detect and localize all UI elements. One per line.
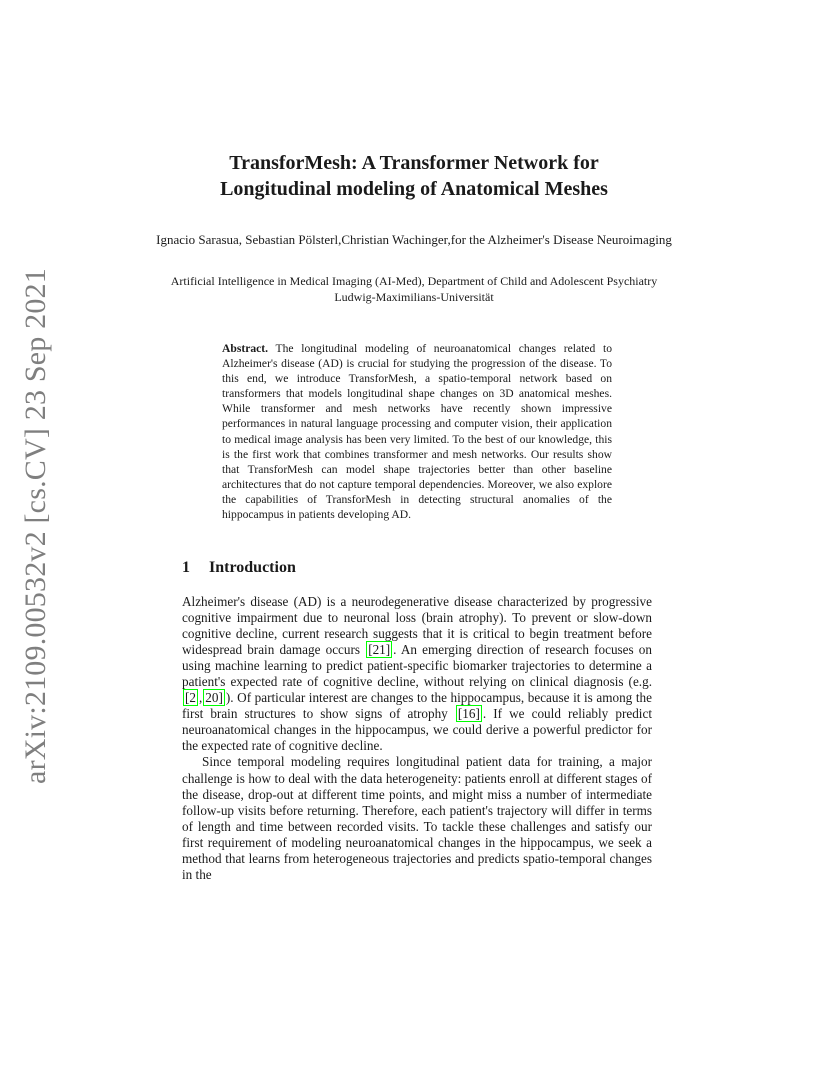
citation-link[interactable]: [16] bbox=[457, 706, 480, 722]
title-line-2: Longitudinal modeling of Anatomical Meshes bbox=[220, 178, 608, 200]
section-number: 1 bbox=[182, 559, 190, 576]
paragraph: Since temporal modeling requires longitudinal patient data for training, a major challenge is how to deal with the data heterogeneity: patients enroll at different stages of the disease, drop-out at different time points, and might miss a number of intermediate follow-up visits before returning. Therefore, each patient's trajectory will differ in terms of length and time between recorded visits. To tackle these challenges and satisfy our first requirement of modeling neuroanatomical changes in the hippocampus, we seek a method that learns from heterogeneous trajectories and predicts spatio-temporal changes in the bbox=[182, 754, 652, 882]
citation-link[interactable]: 20] bbox=[205, 690, 223, 706]
arxiv-identifier-text: arXiv:2109.00532v2 [cs.CV] 23 Sep 2021 bbox=[19, 268, 52, 784]
paragraph-text: . If we could reliably predict neuroanatomical changes in the hippocampus, we could derive a powerful predictor for the expected rate of cognitive decline. bbox=[182, 706, 652, 754]
citation-link[interactable]: [21] bbox=[368, 642, 391, 658]
paper-title bbox=[150, 150, 678, 202]
affiliation: Artificial Intelligence in Medical Imaging (AI-Med), Department of Child and Adolescent Psychiatry Ludwig-Maximilians-Universität bbox=[170, 274, 658, 304]
section-heading bbox=[182, 559, 296, 577]
abstract-text: The longitudinal modeling of neuroanatomical changes related to Alzheimer's disease (AD) is crucial for studying the progression of the disease. To this end, we introduce TransforMesh, a spatio-temporal network based on transformers that models longitudinal shape changes on 3D anatomical meshes. While transformer and mesh networks have recently shown impressive performances in natural language processing and computer vision, their application to medical image analysis has been very limited. To the best of our knowledge, this is the first work that combines transformer and mesh networks. Our results show that TransforMesh can model shape trajectories better than other baseline architectures that do not capture temporal dependencies. Moreover, we also explore the capabilities of TransforMesh in detecting structural anomalies of the hippocampus in patients developing AD. bbox=[222, 342, 612, 522]
paragraph-text: Alzheimer's disease (AD) is a neurodegenerative disease characterized by progressive cognitive impairment due to neuronal loss (brain atrophy). To prevent or slow-down cognitive decline, current research suggests that it is critical to begin treatment before widespread brain damage occurs bbox=[182, 594, 652, 658]
abstract-label: Abstract. bbox=[222, 342, 269, 355]
paragraph bbox=[182, 594, 652, 754]
citation-link[interactable]: [2 bbox=[185, 690, 196, 706]
paragraph-text: , bbox=[199, 690, 203, 706]
body-text bbox=[182, 594, 652, 883]
paragraph-text: . An emerging direction of research focuses on using machine learning to predict patient-specific biomarker trajectories to determine a patient's expected rate of cognitive decline, without relying on clinical diagnosis (e.g. bbox=[182, 642, 652, 690]
paragraph-text: ). Of particular interest are changes to the hippocampus, because it is among the first brain structures to show signs of atrophy bbox=[182, 690, 652, 722]
title-line-1: TransforMesh: A Transformer Network for bbox=[229, 152, 599, 174]
author-list: Ignacio Sarasua, Sebastian Pölsterl,Christian Wachinger,for the Alzheimer's Disease Neuroimaging bbox=[156, 232, 672, 247]
section-title: Introduction bbox=[209, 559, 296, 576]
abstract bbox=[222, 341, 612, 522]
